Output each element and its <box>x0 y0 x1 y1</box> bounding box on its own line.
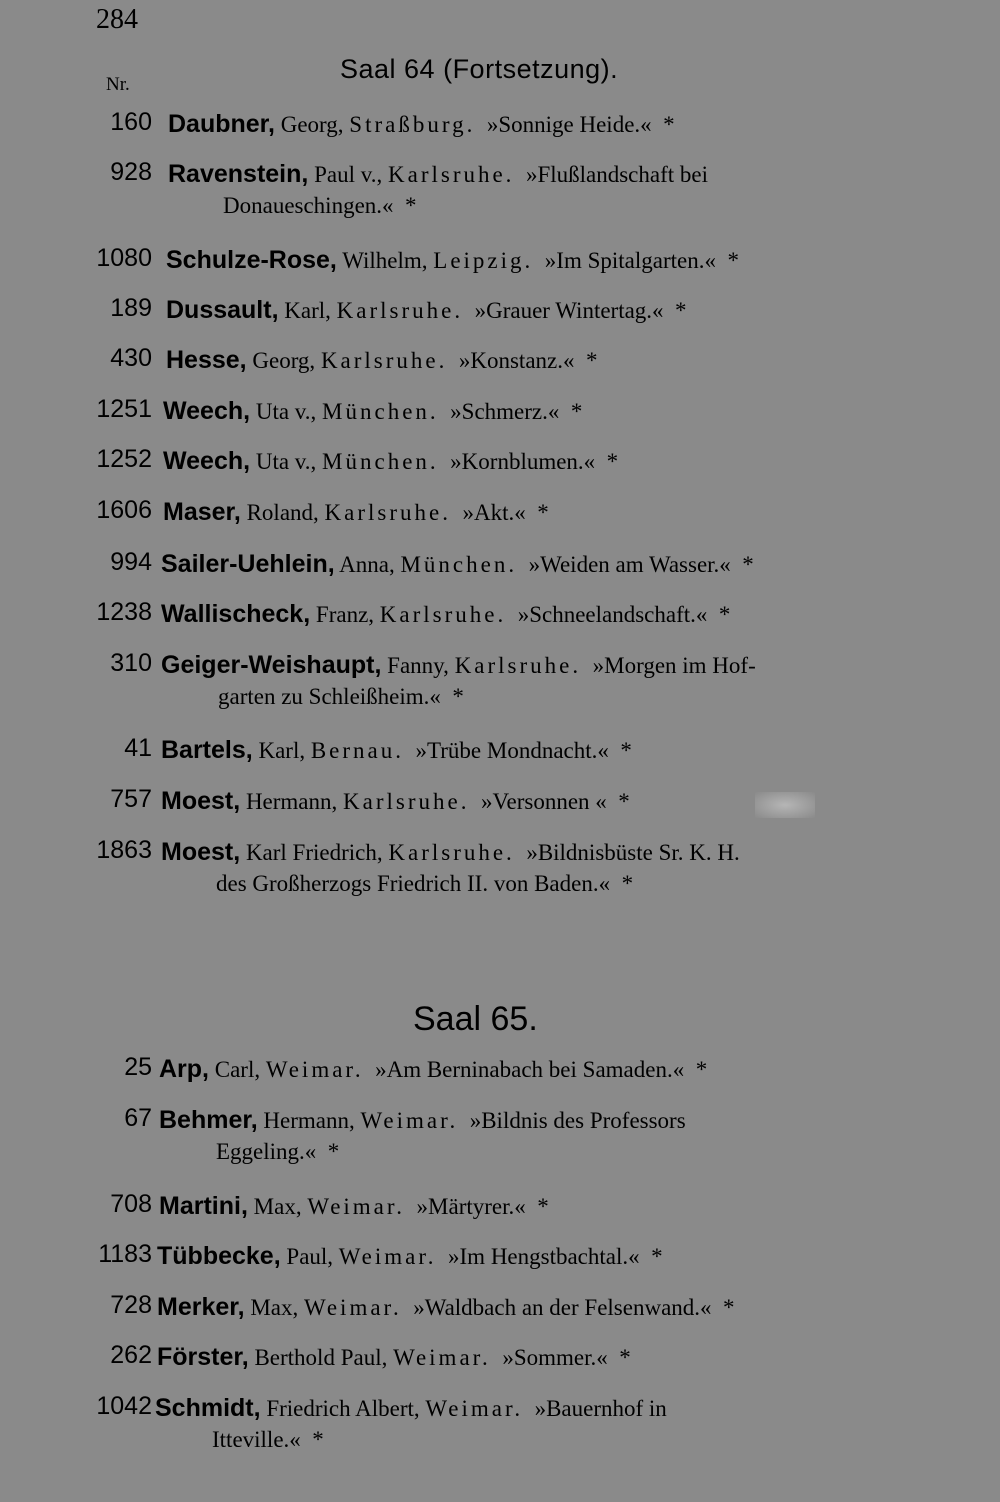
artist-city: Bernau. <box>310 738 405 763</box>
artist-surname: Maser, <box>163 498 241 526</box>
artist-surname: Bartels, <box>161 736 253 764</box>
number-column-label: Nr. <box>106 74 130 95</box>
entry-number: 1252 <box>96 445 152 473</box>
entry-number: 994 <box>110 548 152 576</box>
artist-city: München. <box>322 399 439 424</box>
artist-city: Karlsruhe. <box>343 789 470 814</box>
artist-first-name: Franz, <box>310 602 380 627</box>
entry-number: 708 <box>110 1190 152 1218</box>
artwork-title: »Weiden am Wasser.« * <box>517 552 754 577</box>
artwork-title: »Sonnige Heide.« * <box>475 112 675 137</box>
artwork-title: »Bildnis des Professors <box>458 1108 686 1133</box>
page-number: 284 <box>96 4 138 35</box>
section-heading-saal-65: Saal 65. <box>413 1000 538 1038</box>
artist-first-name: Wilhelm, <box>336 248 434 273</box>
artwork-title: »Sommer.« * <box>490 1345 631 1370</box>
artist-city: Weimar. <box>425 1396 524 1421</box>
artist-first-name: Max, <box>247 1194 308 1219</box>
entry-continuation: Donaueschingen.« * <box>223 193 417 218</box>
artist-first-name: Georg, <box>246 348 321 373</box>
artist-first-name: Berthold Paul, <box>248 1345 394 1370</box>
artwork-title: »Waldbach an der Felsenwand.« * <box>401 1295 735 1320</box>
artist-surname: Dussault, <box>166 296 279 324</box>
artwork-title: »Schneelandschaft.« * <box>506 602 731 627</box>
artwork-title: »Flußlandschaft bei <box>514 162 708 187</box>
artist-surname: Schmidt, <box>155 1394 261 1422</box>
artwork-title: »Versonnen « * <box>469 789 630 814</box>
entry-number: 41 <box>124 734 152 762</box>
entry-number: 1080 <box>96 244 152 272</box>
entry-number: 1042 <box>96 1392 152 1420</box>
artwork-title: »Grauer Wintertag.« * <box>463 298 687 323</box>
entry-number: 1863 <box>96 836 152 864</box>
artist-surname: Weech, <box>163 447 251 475</box>
artwork-title: »Bildnisbüste Sr. K. H. <box>514 840 740 865</box>
entry-number: 430 <box>110 344 152 372</box>
entry-number: 1238 <box>96 598 152 626</box>
artist-first-name: Paul v., <box>308 162 388 187</box>
entry-number: 67 <box>124 1104 152 1132</box>
artwork-title: »Bauernhof in <box>523 1396 667 1421</box>
artist-city: Karlsruhe. <box>388 840 515 865</box>
entry-number: 1606 <box>96 496 152 524</box>
artist-first-name: Max, <box>244 1295 304 1320</box>
artist-first-name: Roland, <box>240 500 325 525</box>
artist-surname: Schulze-Rose, <box>166 246 337 274</box>
entry-number: 310 <box>110 649 152 677</box>
artist-city: Karlsruhe. <box>336 298 464 323</box>
artwork-title: »Im Spitalgarten.« * <box>533 248 739 273</box>
artist-city: Weimar. <box>393 1345 491 1370</box>
artist-surname: Wallischeck, <box>161 600 311 628</box>
artist-city: Weimar. <box>265 1057 364 1082</box>
entry-number: 757 <box>110 785 152 813</box>
artist-city: München. <box>400 552 518 577</box>
artist-surname: Förster, <box>157 1343 249 1371</box>
artwork-title: »Morgen im Hof- <box>581 653 756 678</box>
artist-city: Karlsruhe. <box>388 162 515 187</box>
artwork-title: »Trübe Mondnacht.« * <box>404 738 632 763</box>
entry-number: 928 <box>110 158 152 186</box>
artist-city: Weimar. <box>307 1194 406 1219</box>
artist-first-name: Anna, <box>334 552 401 577</box>
artwork-title: »Am Berninabach bei Samaden.« * <box>363 1057 708 1082</box>
artist-first-name: Uta v., <box>250 399 323 424</box>
artwork-title: »Konstanz.« * <box>447 348 598 373</box>
entry-number: 160 <box>110 108 152 136</box>
artist-surname: Geiger-Weishaupt, <box>161 651 382 679</box>
entry-number: 262 <box>110 1341 152 1369</box>
artwork-title: »Märtyrer.« * <box>405 1194 549 1219</box>
artist-first-name: Georg, <box>274 112 350 137</box>
artist-surname: Moest, <box>161 787 241 815</box>
entry-continuation: Itteville.« * <box>212 1427 324 1452</box>
artist-city: Weimar. <box>338 1244 437 1269</box>
artist-first-name: Friedrich Albert, <box>260 1396 426 1421</box>
artist-first-name: Paul, <box>280 1244 339 1269</box>
artist-city: Karlsruhe. <box>454 653 582 678</box>
artist-surname: Behmer, <box>159 1106 258 1134</box>
artist-surname: Ravenstein, <box>168 160 309 188</box>
entry-continuation: garten zu Schleißheim.« * <box>218 684 464 709</box>
artist-first-name: Karl Friedrich, <box>240 840 389 865</box>
entry-number: 25 <box>124 1053 152 1081</box>
artist-surname: Merker, <box>157 1293 245 1321</box>
artwork-title: »Im Hengstbachtal.« * <box>436 1244 663 1269</box>
artist-first-name: Fanny, <box>381 653 455 678</box>
artist-first-name: Carl, <box>209 1057 266 1082</box>
artist-first-name: Karl, <box>252 738 311 763</box>
entry-number: 189 <box>110 294 152 322</box>
artist-first-name: Karl, <box>278 298 337 323</box>
artist-city: Leipzig. <box>433 248 534 273</box>
artwork-title: »Akt.« * <box>450 500 549 525</box>
section-heading-saal-64: Saal 64 (Fortsetzung). <box>340 54 619 84</box>
artist-city: Weimar. <box>303 1295 402 1320</box>
artist-surname: Martini, <box>159 1192 248 1220</box>
artist-surname: Tübbecke, <box>157 1242 281 1270</box>
artist-first-name: Hermann, <box>240 789 344 814</box>
entry-number: 1183 <box>98 1240 152 1268</box>
artist-surname: Moest, <box>161 838 241 866</box>
artist-first-name: Uta v., <box>250 449 323 474</box>
artist-city: Karlsruhe. <box>379 602 507 627</box>
artist-surname: Arp, <box>159 1055 209 1083</box>
artist-city: Karlsruhe. <box>324 500 451 525</box>
entry-continuation: Eggeling.« * <box>216 1139 340 1164</box>
entry-continuation: des Großherzogs Friedrich II. von Baden.« * <box>216 871 634 896</box>
ink-smudge <box>755 792 815 818</box>
artwork-title: »Kornblumen.« * <box>438 449 619 474</box>
artist-city: Straßburg. <box>349 112 476 137</box>
artist-first-name: Hermann, <box>257 1108 361 1133</box>
entry-number: 1251 <box>96 395 152 423</box>
artist-city: Karlsruhe. <box>320 348 448 373</box>
artist-surname: Weech, <box>163 397 251 425</box>
artist-city: München. <box>322 449 439 474</box>
artist-city: Weimar. <box>360 1108 459 1133</box>
artist-surname: Daubner, <box>168 110 275 138</box>
entry-number: 728 <box>110 1291 152 1319</box>
artist-surname: Sailer-Uehlein, <box>161 550 335 578</box>
artist-surname: Hesse, <box>166 346 247 374</box>
artwork-title: »Schmerz.« * <box>438 399 583 424</box>
